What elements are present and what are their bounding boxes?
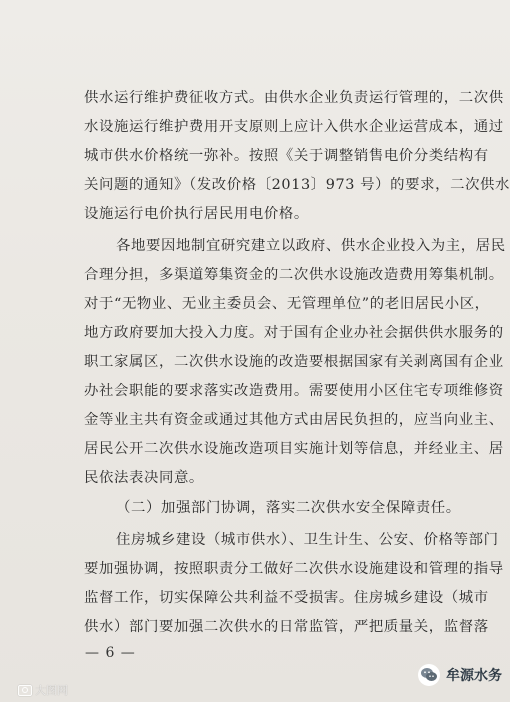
text-line: 供水）部门要加强二次供水的日常监管，严把质量关，监督落: [84, 619, 489, 635]
camera-icon: [18, 685, 32, 696]
brand-watermark: [418, 664, 502, 686]
wechat-icon: [418, 664, 440, 686]
text-line: 民依法表决同意。: [84, 470, 204, 486]
watermark-text: 大图网: [35, 684, 68, 697]
section-heading: （二）加强部门协调，落实二次供水安全保障责任。: [116, 500, 461, 516]
text-line: 住房城乡建设（城市供水）、卫生计生、公安、价格等部门: [116, 532, 499, 548]
text-line: 对于“无物业、无业主委员会、无管理单位”的老旧居民小区，: [84, 296, 490, 312]
text-line: 水设施运行维护费用开支原则上应计入供水企业运营成本，通过: [84, 119, 504, 135]
page-number: — 6 —: [85, 645, 136, 661]
text-line: 职工家属区，二次供水设施的改造要根据国家有关剥离国有企业: [84, 354, 504, 370]
text-line: 设施运行电价执行居民用电价格。: [84, 206, 309, 222]
text-line: 地方政府要加大投入力度。对于国有企业办社会据供供水服务的: [84, 325, 504, 341]
text-line: 居民公开二次供水设施改造项目实施计划等信息，并经业主、居: [84, 441, 504, 457]
text-line: 金等业主共有资金或通过其他方式由居民负担的，应当向业主、: [84, 412, 504, 428]
text-line: 关问题的通知》（发改价格〔2013〕973 号）的要求，二次供水: [84, 177, 510, 193]
text-line: 供水运行维护费征收方式。由供水企业负责运行管理的，二次供: [84, 90, 504, 106]
brand-name: 牟源水务: [446, 668, 502, 684]
text-line: 合理分担，多渠道筹集资金的二次供水设施改造费用筹集机制。: [84, 267, 504, 283]
text-line: 监督工作，切实保障公共利益不受损害。住房城乡建设（城市: [84, 590, 489, 606]
text-line: 各地要因地制宜研究建立以政府、供水企业投入为主，居民: [116, 238, 506, 254]
watermark: [18, 682, 68, 698]
text-line: 城市供水价格统一弥补。按照《关于调整销售电价分类结构有: [84, 148, 489, 164]
text-line: 要加强协调，按照职责分工做好二次供水设施建设和管理的指导: [84, 561, 504, 577]
text-line: 办社会职能的要求落实改造费用。需要使用小区住宅专项维修资: [84, 383, 504, 399]
